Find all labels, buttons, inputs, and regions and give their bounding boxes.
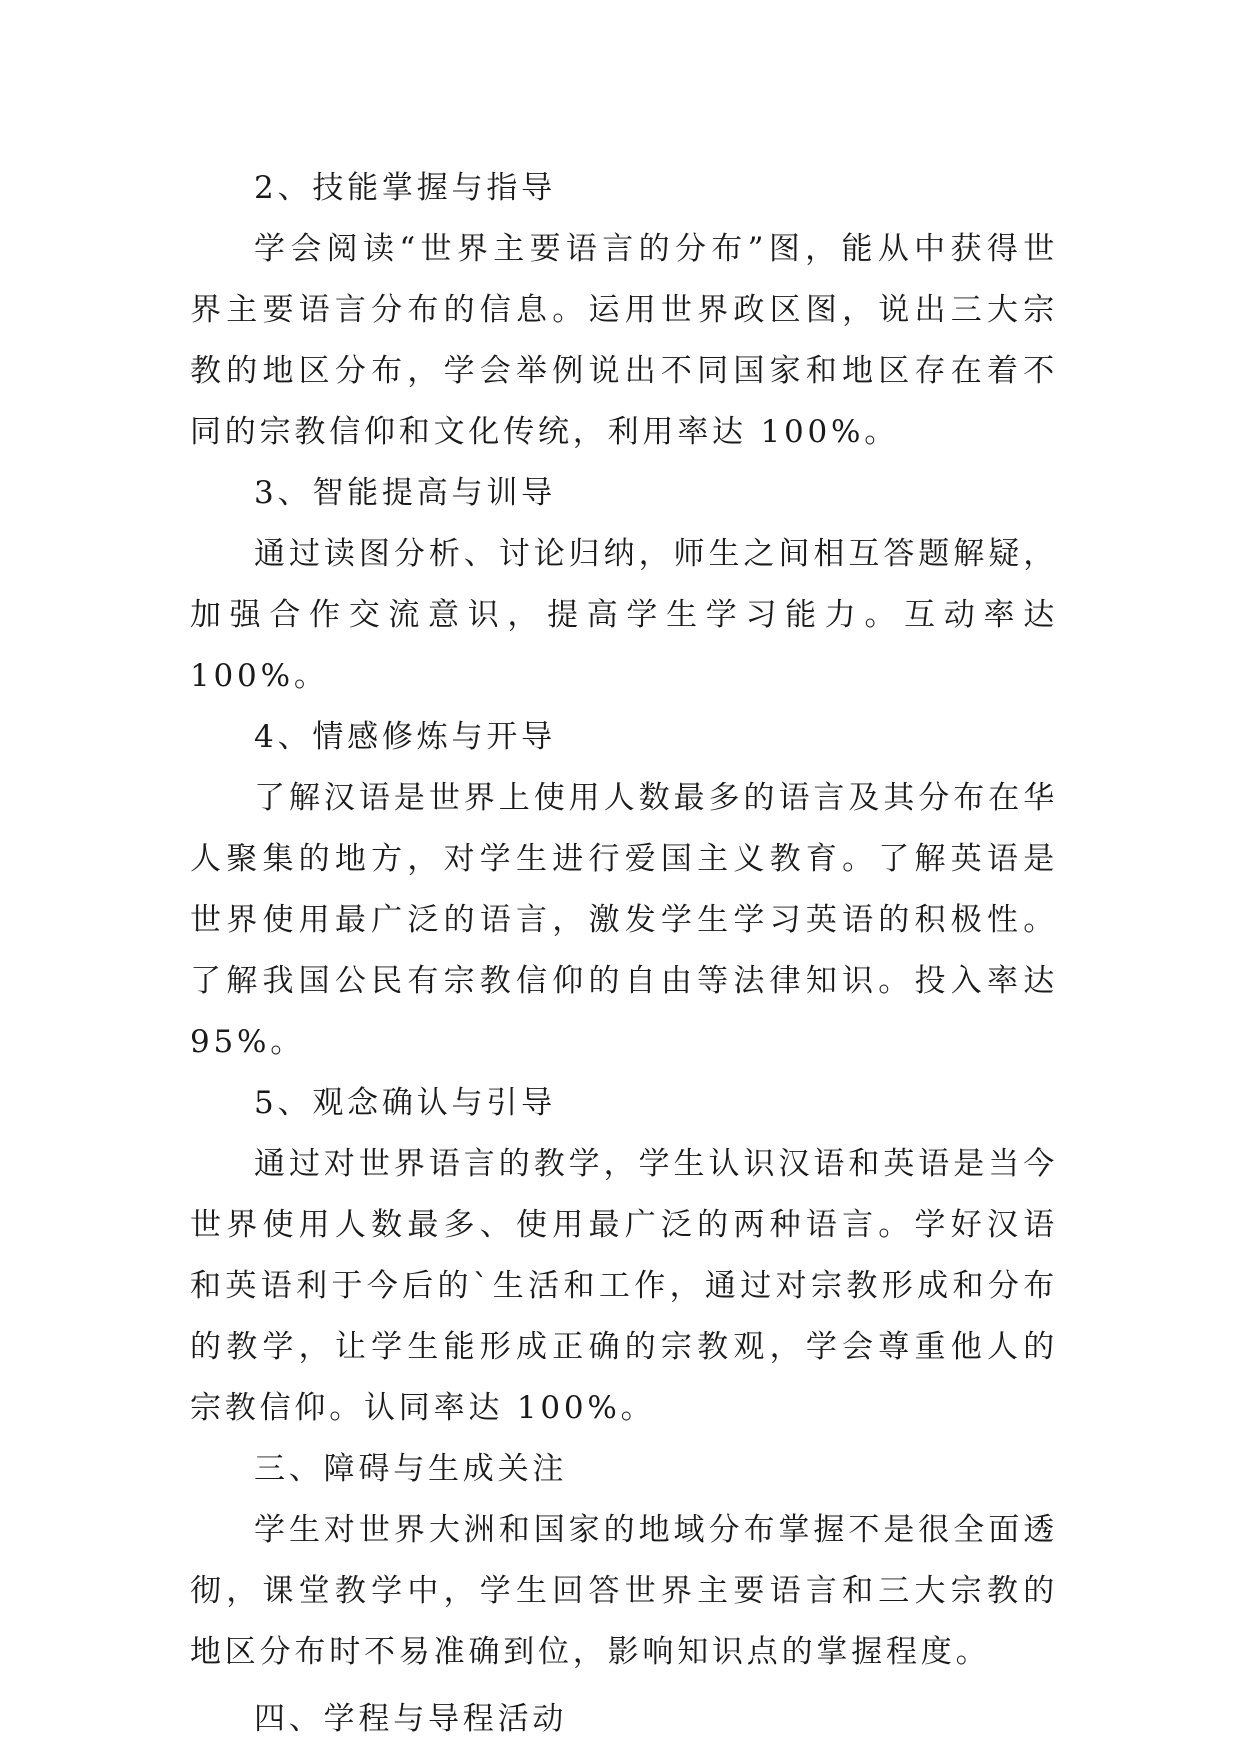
- heading-activities: 四、学程与导程活动: [254, 1701, 568, 1737]
- paragraph-intelligence: 通过读图分析、讨论归纳，师生之间相互答题解疑，加强合作交流意识，提高学生学习能力。互动率达 100%。: [190, 536, 1058, 694]
- heading-concept: 5、观念确认与引导: [254, 1085, 556, 1121]
- document-body: [190, 158, 1058, 1750]
- paragraph-emotion: 了解汉语是世界上使用人数最多的语言及其分布在华人聚集的地方，对学生进行爱国主义教育。了解英语是世界使用最广泛的语言，激发学生学习英语的积极性。了解我国公民有宗教信仰的自由等法律知识。投入率达 95%。: [190, 780, 1058, 1060]
- heading-skills: 2、技能掌握与指导: [254, 170, 556, 206]
- paragraph-concept: 通过对世界语言的教学，学生认识汉语和英语是当今世界使用人数最多、使用最广泛的两种语言。学好汉语和英语利于今后的`生活和工作，通过对宗教形成和分布的教学，让学生能形成正确的宗教观，学会尊重他人的宗教信仰。认同率达 100%。: [190, 1146, 1058, 1426]
- paragraph-skills: 学会阅读“世界主要语言的分布”图，能从中获得世界主要语言分布的信息。运用世界政区图，说出三大宗教的地区分布，学会举例说出不同国家和地区存在着不同的宗教信仰和文化传统，利用率达 100%。: [190, 231, 1058, 450]
- heading-intelligence: 3、智能提高与训导: [254, 475, 556, 511]
- heading-obstacles: 三、障碍与生成关注: [254, 1451, 568, 1487]
- paragraph-obstacles: 学生对世界大洲和国家的地域分布掌握不是很全面透彻，课堂教学中，学生回答世界主要语言和三大宗教的地区分布时不易准确到位，影响知识点的掌握程度。: [190, 1512, 1058, 1670]
- heading-emotion: 4、情感修炼与开导: [254, 719, 556, 755]
